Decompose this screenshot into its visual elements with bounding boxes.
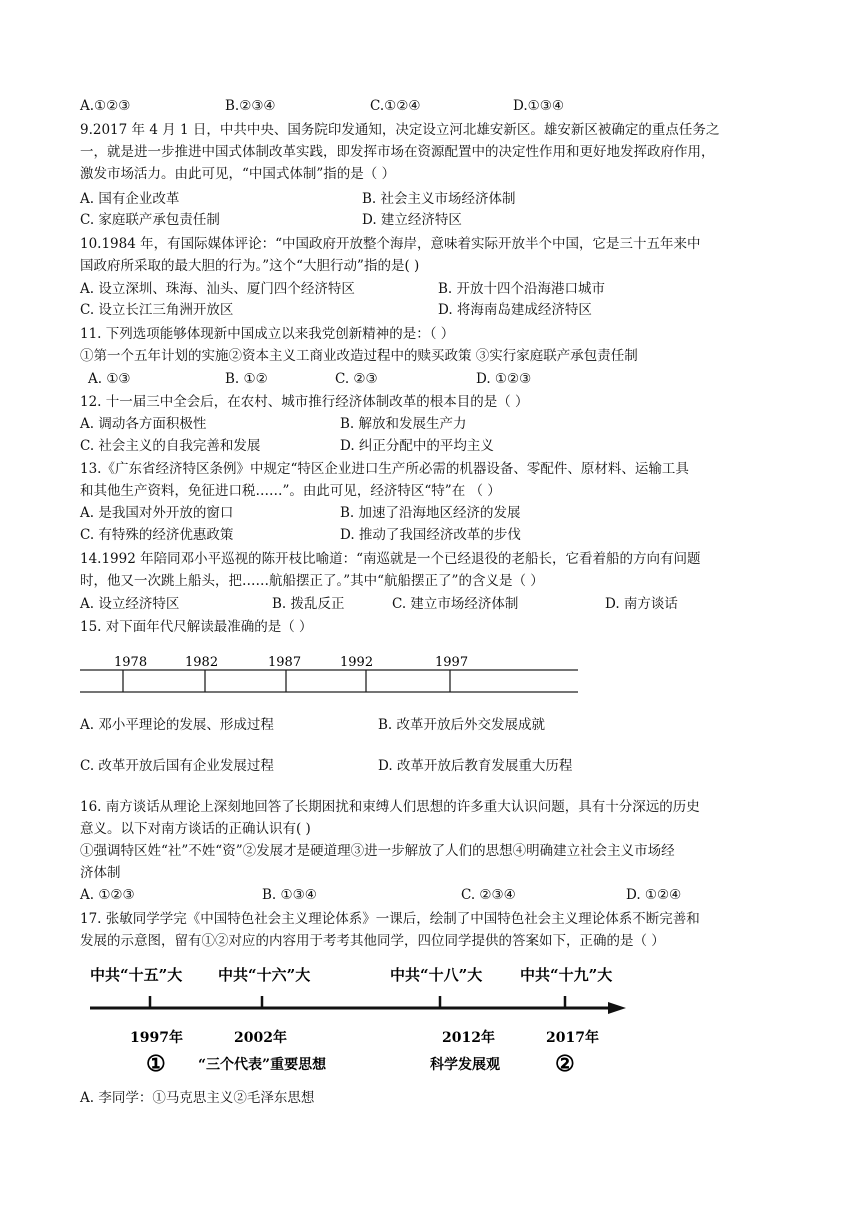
option-d: D. 将海南岛建成经济特区 xyxy=(438,302,592,318)
ruler-year: 1978 xyxy=(114,655,148,670)
option-b: B. 拨乱反正 xyxy=(272,596,345,612)
question-11-line: 11. 下列选项能够体现新中国成立以来我党创新精神的是：（ ） xyxy=(80,326,455,342)
ruler-year: 1992 xyxy=(340,655,374,670)
question-10-line: 10.1984 年，有国际媒体评论：“中国政府开放整个海岸，意味着实际开放半个中国，它是三十五年来中 xyxy=(80,236,701,252)
question-15-line: 15. 对下面年代尺解读最准确的是（ ） xyxy=(80,619,313,635)
option-a: A. 邓小平理论的发展、形成过程 xyxy=(80,717,274,733)
question-16-line: ①强调特区姓“社”不姓“资”②发展才是硬道理③进一步解放了人们的思想④明确建立社会主义市场经 xyxy=(80,843,675,859)
option-d: D. 推动了我国经济改革的步伐 xyxy=(340,527,521,543)
question-13-line: 13.《广东省经济特区条例》中规定“特区企业进口生产所必需的机器设备、零配件、原材料、运输工具 xyxy=(80,461,689,477)
option-a: A. 调动各方面积极性 xyxy=(80,416,207,432)
theory-label: “三个代表”重要思想 xyxy=(198,1057,327,1073)
timeline-year: 2002年 xyxy=(234,1030,287,1046)
congress-label: 中共“十五”大 xyxy=(90,966,183,984)
option-a: A. 国有企业改革 xyxy=(80,191,180,207)
congress-label: 中共“十九”大 xyxy=(520,966,613,984)
question-14-line: 14.1992 年陪同邓小平巡视的陈开枝比喻道：“南巡就是一个已经退役的老船长，它看着船的方向有问题 xyxy=(80,551,701,567)
option-c: C. 设立长江三角洲开放区 xyxy=(80,302,234,318)
theory-label: 科学发展观 xyxy=(430,1057,500,1073)
question-16-line: 济体制 xyxy=(80,865,121,881)
option-a: A. 设立经济特区 xyxy=(80,596,180,612)
option-d: D. 南方谈话 xyxy=(605,596,678,612)
option-d: D.①③④ xyxy=(513,98,564,114)
ruler-year: 1987 xyxy=(268,655,302,670)
question-9-line: 9.2017 年 4 月 1 日，中共中央、国务院印发通知，决定设立河北雄安新区。雄安新区被确定的重点任务之 xyxy=(80,122,720,138)
question-17-line: 17. 张敏同学学完《中国特色社会主义理论体系》一课后，绘制了中国特色社会主义理论体系不断完善和 xyxy=(80,911,700,927)
option-c: C. ②③④ xyxy=(461,887,516,903)
option-d: D. 纠正分配中的平均主义 xyxy=(340,438,494,454)
option-c: C.①②④ xyxy=(370,98,421,114)
ruler-year: 1997 xyxy=(435,655,469,670)
ruler-year: 1982 xyxy=(185,655,219,670)
question-13-line: 和其他生产资料，免征进口税……”。由此可见，经济特区“特”在 （ ） xyxy=(80,483,501,499)
option-a: A. 是我国对外开放的窗口 xyxy=(80,505,234,521)
congress-label: 中共“十八”大 xyxy=(390,966,483,984)
question-10-line: 国政府所采取的最大胆的行为。”这个“大胆行动”指的是( ) xyxy=(80,258,420,274)
congress-label: 中共“十六”大 xyxy=(218,966,311,984)
question-16-line: 意义。以下对南方谈话的正确认识有( ) xyxy=(80,821,311,837)
option-c: C. 改革开放后国有企业发展过程 xyxy=(80,758,274,774)
option-d: D. 建立经济特区 xyxy=(362,212,462,228)
year-ruler xyxy=(80,652,580,698)
option-b: B.②③④ xyxy=(225,98,276,114)
timeline-year: 2012年 xyxy=(442,1030,495,1046)
question-12-line: 12. 十一届三中全会后，在农村、城市推行经济体制改革的根本目的是（ ） xyxy=(80,394,529,410)
question-9-line: 一，就是进一步推进中国式体制改革实践，即发挥市场在资源配置中的决定性作用和更好地发挥政府作用， xyxy=(80,144,715,160)
option-c: C. 社会主义的自我完善和发展 xyxy=(80,438,261,454)
option-b: B. ①② xyxy=(225,371,268,387)
timeline-year: 1997年 xyxy=(130,1030,183,1046)
option-b: B. 开放十四个沿海港口城市 xyxy=(438,281,606,297)
option-d: D. ①②③ xyxy=(476,371,532,387)
option-b: B. 改革开放后外交发展成就 xyxy=(378,717,546,733)
question-16-line: 16. 南方谈话从理论上深刻地回答了长期困扰和束缚人们思想的许多重大认识问题，具有十分深远的历史 xyxy=(80,799,700,815)
theory-timeline xyxy=(80,958,640,1078)
option-d: D. ①②④ xyxy=(626,887,682,903)
option-c: C. 有特殊的经济优惠政策 xyxy=(80,527,234,543)
blank-marker-1: ① xyxy=(146,1051,166,1077)
option-c: C. ②③ xyxy=(335,371,378,387)
option-a: A. ①③ xyxy=(88,371,131,387)
option-b: B. 社会主义市场经济体制 xyxy=(362,191,516,207)
question-11-line: ①第一个五年计划的实施②资本主义工商业改造过程中的赎买政策 ③实行家庭联产承包责任制 xyxy=(80,348,638,364)
arrow-head-icon xyxy=(608,1002,626,1014)
blank-marker-2: ② xyxy=(555,1051,575,1077)
timeline-year: 2017年 xyxy=(546,1030,599,1046)
option-b: B. 加速了沿海地区经济的发展 xyxy=(340,505,521,521)
option-b: B. ①③④ xyxy=(262,887,317,903)
option-a: A. ①②③ xyxy=(80,887,135,903)
option-a: A. 设立深圳、珠海、汕头、厦门四个经济特区 xyxy=(80,281,355,297)
option-d: D. 改革开放后教育发展重大历程 xyxy=(378,758,573,774)
question-9-line: 激发市场活力。由此可见，“中国式体制”指的是（ ） xyxy=(80,166,396,182)
option-a: A. 李同学：①马克思主义②毛泽东思想 xyxy=(80,1090,315,1106)
question-17-line: 发展的示意图，留有①②对应的内容用于考考其他同学，四位同学提供的答案如下，正确的是（ ） xyxy=(80,933,665,949)
option-c: C. 家庭联产承包责任制 xyxy=(80,212,220,228)
option-b: B. 解放和发展生产力 xyxy=(340,416,467,432)
option-a: A.①②③ xyxy=(80,98,131,114)
option-c: C. 建立市场经济体制 xyxy=(392,596,519,612)
question-14-line: 时，他又一次跳上船头，把……航船摆正了。”其中“航船摆正了”的含义是（ ） xyxy=(80,573,544,589)
